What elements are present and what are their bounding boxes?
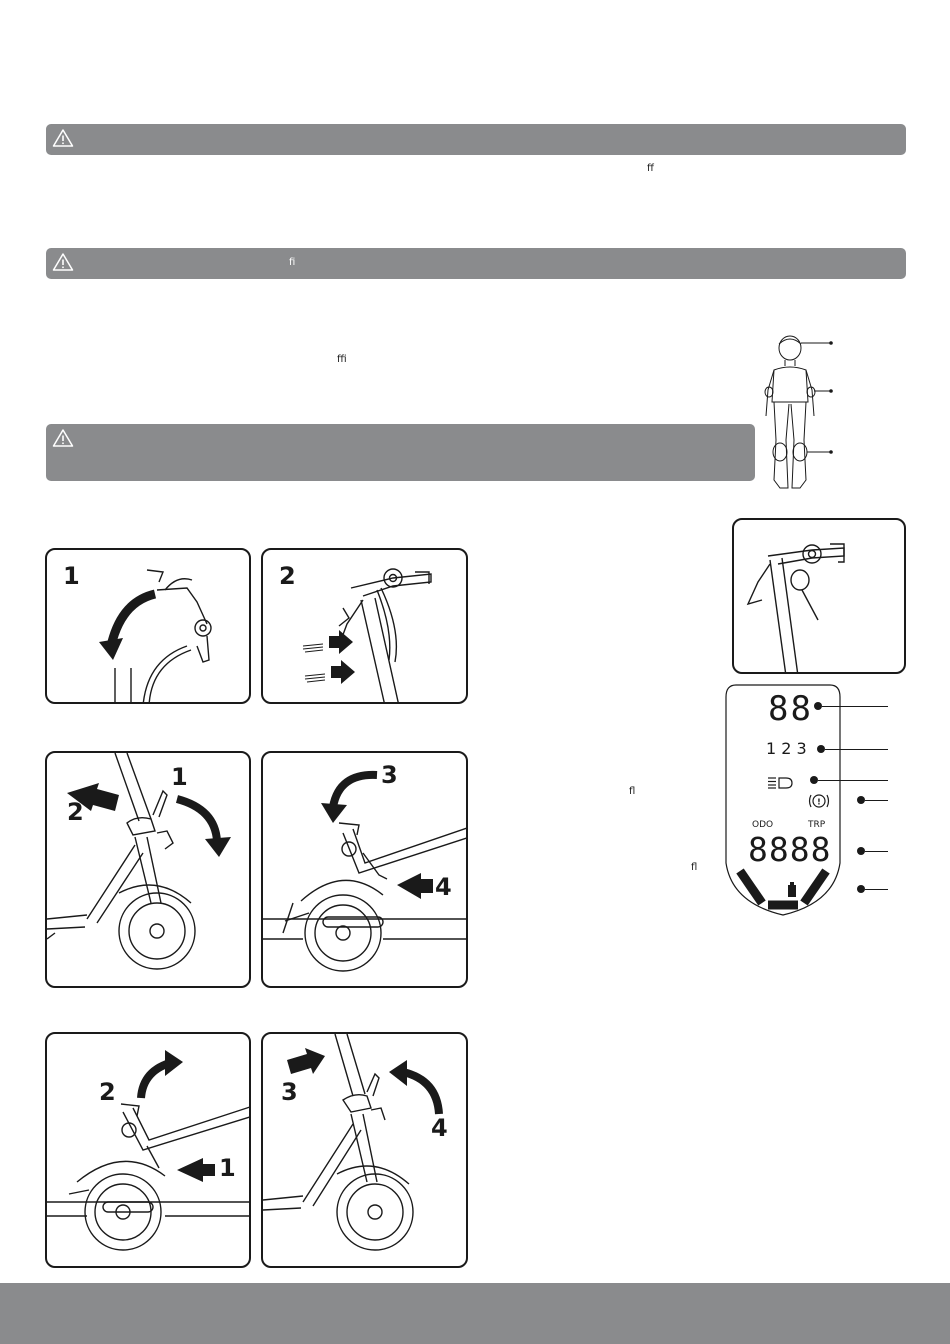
- warning-icon: [52, 128, 74, 148]
- callout-line: [822, 706, 888, 707]
- footer-bar: [0, 1283, 950, 1344]
- callout-line: [818, 780, 888, 781]
- callout-dot: [857, 885, 865, 893]
- step-number: 4: [431, 1114, 448, 1142]
- ligature-text: ffi: [337, 354, 347, 365]
- warning-bar-1: [46, 124, 906, 155]
- callout-dot: [857, 796, 865, 804]
- callout-dot: [817, 745, 825, 753]
- fold-panel-a2: [261, 548, 468, 704]
- gear-indicator: 1 2 3: [766, 739, 807, 758]
- ligature-text: fl: [629, 786, 636, 797]
- callout-dot: [810, 776, 818, 784]
- odometer-readout: 8888: [748, 830, 832, 869]
- warning-icon: [52, 252, 74, 272]
- step-number: 3: [281, 1078, 298, 1106]
- speed-readout: 88: [768, 689, 813, 729]
- callout-line: [865, 800, 888, 801]
- warning-bar-2: [46, 248, 906, 279]
- warning-bar-3: [46, 424, 755, 481]
- ligature-text: fl: [691, 862, 698, 873]
- handlebar-detail-panel: [732, 518, 906, 674]
- odo-label: ODO: [752, 820, 774, 830]
- step-number: 2: [67, 798, 84, 826]
- ligature-text: ff: [647, 163, 654, 174]
- step-number: 2: [279, 562, 296, 590]
- step-number: 2: [99, 1078, 116, 1106]
- fold-panel-a1: [45, 548, 251, 704]
- protective-gear-figure: [760, 330, 840, 492]
- fold-panel-b2: [261, 751, 468, 988]
- trip-label: TRP: [808, 820, 826, 830]
- step-number: 1: [63, 562, 80, 590]
- step-number: 1: [219, 1154, 236, 1182]
- step-number: 4: [435, 873, 452, 901]
- step-number: 1: [171, 763, 188, 791]
- dashboard-display: [724, 683, 842, 917]
- svg-text:!: !: [817, 797, 821, 807]
- callout-dot: [814, 702, 822, 710]
- step-number: 3: [381, 761, 398, 789]
- fold-panel-b1: [45, 751, 251, 988]
- ligature-text: fi: [289, 257, 296, 268]
- warning-icon: [52, 428, 74, 448]
- callout-dot: [857, 847, 865, 855]
- fold-panel-c1: [45, 1032, 251, 1268]
- fold-panel-c2: [261, 1032, 468, 1268]
- callout-line: [865, 851, 888, 852]
- callout-line: [865, 889, 888, 890]
- callout-line: [825, 749, 888, 750]
